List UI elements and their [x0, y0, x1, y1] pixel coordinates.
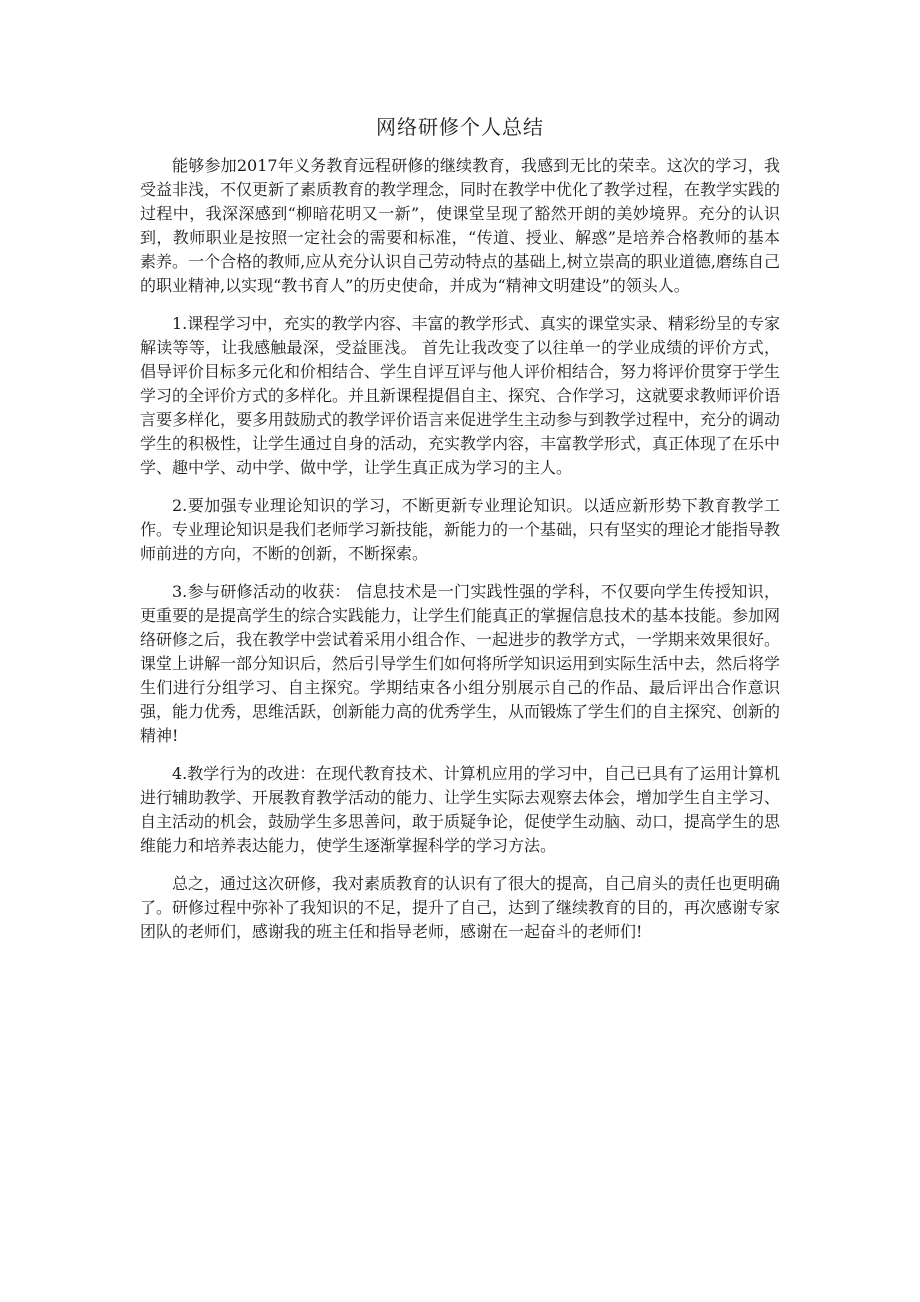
document-body [140, 154, 780, 958]
paragraph-conclusion: 总之，通过这次研修，我对素质教育的认识有了很大的提高，自己肩头的责任也更明确了。研修过程中弥补了我知识的不足，提升了自己，达到了继续教育的目的，再次感谢专家团队的老师们，感谢我的班主任和指导老师，感谢在一起奋斗的老师们! [140, 874, 781, 941]
paragraph-4-teaching-improvement: 4.教学行为的改进：在现代教育技术、计算机应用的学习中，自己已具有了运用计算机进行辅助教学、开展教育教学活动的能力、让学生实际去观察去体会，增加学生自主学习、自主活动的机会，鼓励学生多思善问，敢于质疑争论，促使学生动脑、动口，提高学生的思维能力和培养表达能力，使学生逐渐掌握科学的学习方法。 [140, 764, 781, 855]
document-title: 网络研修个人总结 [376, 115, 544, 139]
paragraph-2-theory-knowledge: 2.要加强专业理论知识的学习，不断更新专业理论知识。以适应新形势下教育教学工作。专业理论知识是我们老师学习新技能，新能力的一个基础，只有坚实的理论才能指导教师前进的方向，不断的创新，不断探索。 [140, 496, 781, 563]
paragraph-1-course-learning: 1.课程学习中，充实的教学内容、丰富的教学形式、真实的课堂实录、精彩纷呈的专家解读等等，让我感触最深，受益匪浅。 首先让我改变了以往单一的学业成绩的评价方式，倡导评价目标多元化和价相结合、学生自评互评与他人评价相结合，努力将评价贯穿于学生学习的全评价方式的多样化。并且新课程提倡自主、探究、合作学习，这就要求教师评价语言要多样化，要多用鼓励式的教学评价语言来促进学生主动参与到教学过程中，充分的调动学生的积极性，让学生通过自身的活动，充实教学内容，丰富教学形式，真正体现了在乐中学、趣中学、动中学、做中学，让学生真正成为学习的主人。 [140, 314, 781, 477]
paragraph-intro: 能够参加2017年义务教育远程研修的继续教育，我感到无比的荣幸。这次的学习，我受益非浅，不仅更新了素质教育的教学理念，同时在教学中优化了教学过程，在教学实践的过程中，我深深感到“柳暗花明又一新”，使课堂呈现了豁然开朗的美妙境界。充分的认识到，教师职业是按照一定社会的需要和标准，“传道、授业、解惑”是培养合格教师的基本素养。一个合格的教师,应从充分认识自己劳动特点的基础上,树立崇高的职业道德,磨练自己的职业精神,以实现“教书育人”的历史使命，并成为“精神文明建设”的领头人。 [140, 156, 781, 295]
paragraph-3-research-gains: 3.参与研修活动的收获： 信息技术是一门实践性强的学科，不仅要向学生传授知识，更重要的是提高学生的综合实践能力，让学生们能真正的掌握信息技术的基本技能。参加网络研修之后，我在教学中尝试着采用小组合作、一起进步的教学方式，一学期来效果很好。课堂上讲解一部分知识后，然后引导学生们如何将所学知识运用到实际生活中去，然后将学生们进行分组学习、自主探究。学期结束各小组分别展示自己的作品、最后评出合作意识强，能力优秀，思维活跃，创新能力高的优秀学生，从而锻炼了学生们的自主探究、创新的精神! [140, 582, 781, 745]
